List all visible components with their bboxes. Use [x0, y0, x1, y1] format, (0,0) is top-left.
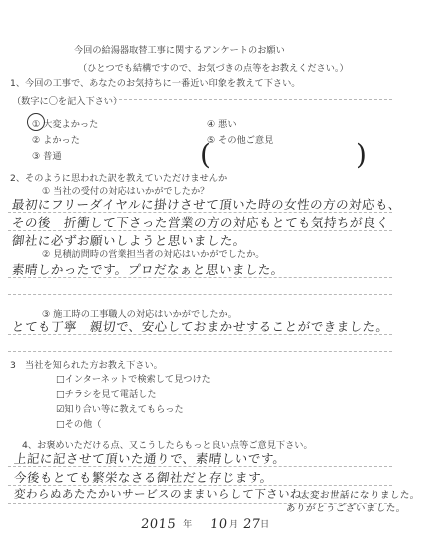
q2-sub-1: ① 当社の受付の対応はいかがでしたか？ — [42, 186, 210, 197]
q2-answer-2: 素晴しかったです。プロだなぁと思いました。 — [11, 262, 285, 277]
q4-answer-line1: 上記に記させて頂いた通りで、素晴しいです。 — [13, 451, 287, 466]
q1-option-3: ③ 普通 — [32, 151, 62, 162]
q4-answer-line4: ありがとうございました。 — [285, 503, 407, 514]
date-year-label: 年 — [183, 519, 193, 530]
date-day: 27 — [242, 517, 262, 532]
q1-paren-open: ( — [200, 138, 211, 171]
q3-option-acquaintance: ☑知り合い等に教えてもらった — [56, 404, 184, 415]
date-month: 10 — [209, 517, 229, 532]
q4-answer-line3: 変わらぬあたたかいサービスのままいらして下さいね。 — [13, 487, 315, 501]
rule-line — [8, 334, 392, 335]
q3-question: 3 当社を知られた方お教え下さい。 — [10, 360, 163, 371]
date-year: 2015 — [140, 517, 177, 532]
q1-paren-close: ) — [356, 138, 367, 171]
q1-instruction: （数字に〇を記入下さい） — [12, 96, 123, 107]
rule-line — [8, 294, 392, 295]
q3-option-flyer: □チラシを見て電話した — [56, 389, 157, 400]
date-day-label: 日 — [260, 519, 270, 530]
survey-subtitle: （ひとつでも結構ですので、お気づきの点等をお教えください。） — [78, 63, 349, 74]
q2-sub-2: ② 見積訪問時の営業担当者の対応はいかがでしたか。 — [42, 249, 265, 260]
q1-option-1: ① 大変よかった — [32, 119, 99, 130]
q2-answer-1-line2: その後 折衝して下さった営業の方の対応もとても気持ちが良く — [11, 215, 390, 230]
q4-answer-line3b: 大変お世話になりました。 — [299, 490, 421, 501]
q1-option-5: ⑤ その他ご意見 — [207, 135, 274, 146]
q3-option-other: □その他（ — [56, 419, 102, 430]
q1-line — [104, 99, 392, 100]
q1-question: 1、今回の工事で、あなたのお気持ちに一番近い印象を教えて下さい。 — [10, 78, 301, 89]
q2-answer-1-line3: 御社に必ずお願いしようと思いました。 — [11, 233, 247, 248]
rule-line — [8, 466, 392, 467]
q2-question: 2、そのように思われた訳を教えていただけませんか — [10, 173, 228, 184]
q1-option-2: ② よかった — [32, 135, 80, 146]
q4-answer-line2: 今後もとても繁栄なさる御社だと存じます。 — [13, 470, 274, 485]
q2-answer-1-line1: 最初にフリーダイヤルに掛けさせて頂いた時の女性の方の対応も、 — [11, 197, 402, 212]
q2-sub-3: ③ 施工時の工事職人の対応はいかがでしたか。 — [42, 309, 237, 320]
q4-question: 4、お褒めいただける点、又こうしたらもっと良い点等ご意見下さい。 — [22, 440, 313, 451]
q2-answer-3: とても丁寧 親切で、安心しておまかせすることができました。 — [11, 319, 390, 334]
date-month-label: 月 — [229, 519, 239, 530]
rule-line — [8, 351, 392, 352]
survey-title: 今回の給湯器取替工事に関するアンケートのお願い — [74, 45, 285, 56]
q1-option-4: ④ 悪い — [207, 119, 237, 130]
q3-option-internet: □インターネットで検索して見つけた — [56, 374, 211, 385]
rule-line — [8, 277, 392, 278]
